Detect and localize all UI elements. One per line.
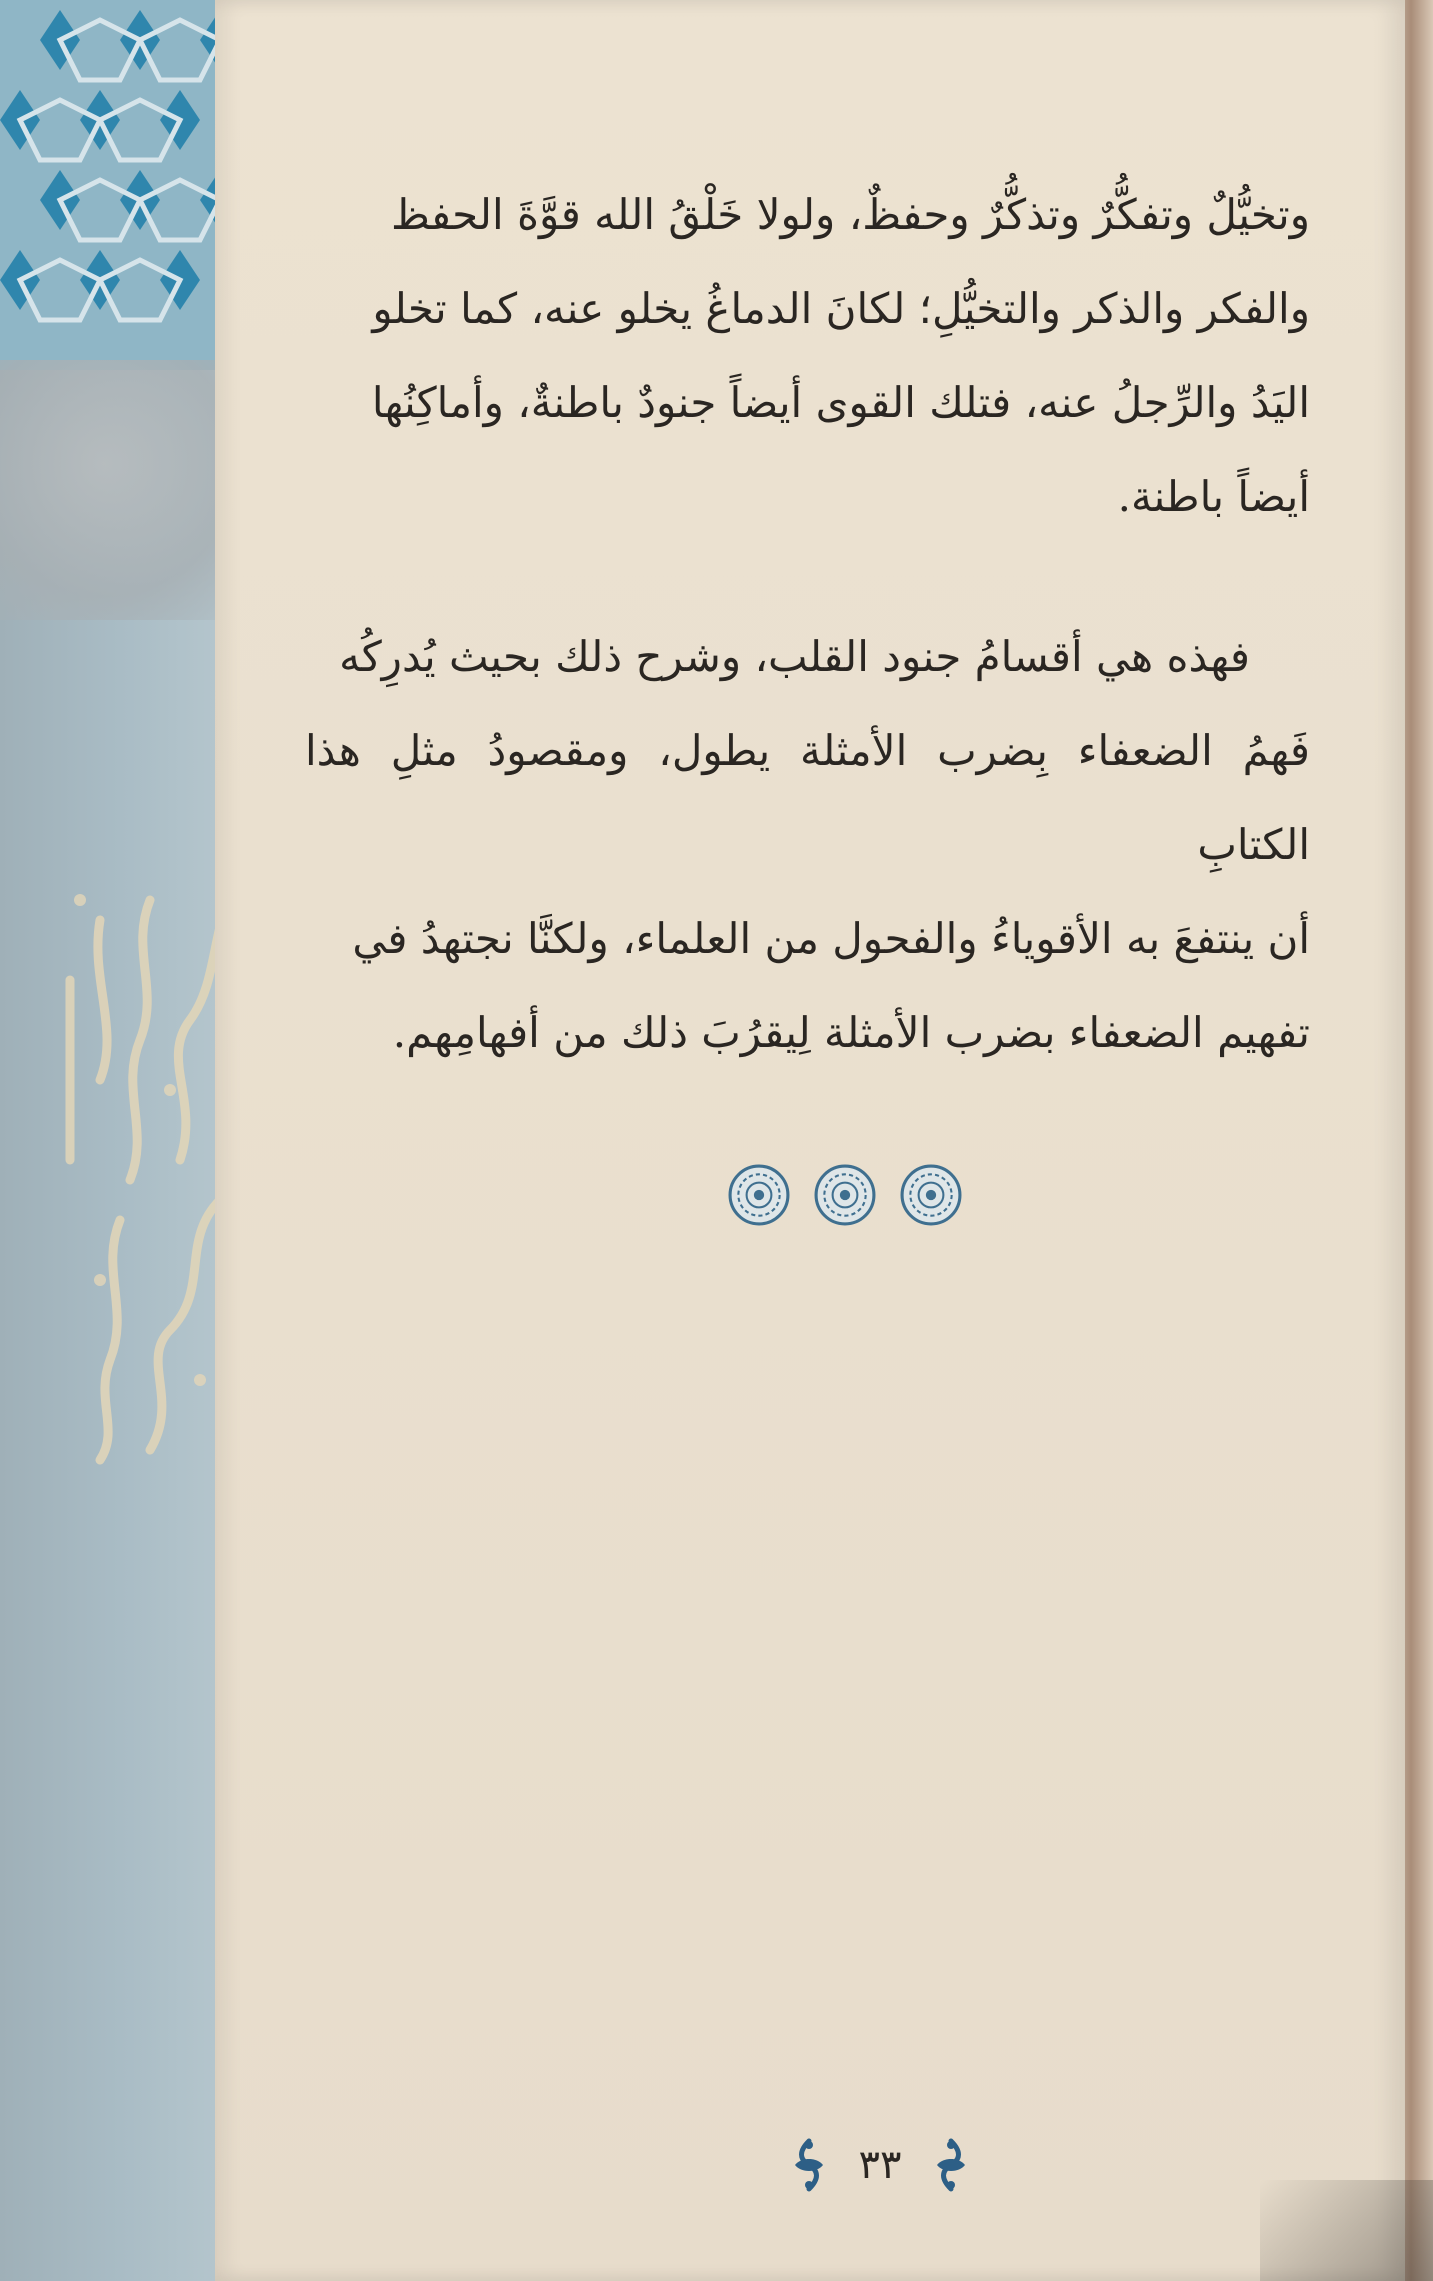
rosette-icon — [728, 1164, 790, 1226]
text-line: تفهيم الضعفاء بضرب الأمثلة لِيقرُبَ ذلك من أفهامِهم. — [392, 1008, 1310, 1057]
paragraph-1 — [305, 168, 1310, 544]
page-footer — [770, 2125, 990, 2205]
section-divider — [725, 1155, 965, 1235]
text-line: أن ينتفعَ به الأقوياءُ والفحول من العلماء، ولكنَّا نجتهدُ في — [352, 914, 1310, 963]
fleuron-right-icon — [927, 2137, 975, 2193]
page-number: ٣٣ — [858, 2142, 902, 2188]
rosette-icon — [814, 1164, 876, 1226]
book-page — [215, 0, 1405, 2281]
fleuron-left-icon — [785, 2137, 833, 2193]
paragraph-2 — [305, 610, 1310, 1080]
text-line: فَهمُ الضعفاء بِضرب الأمثلة يطول، ومقصودُ مثلِ هذا الكتابِ — [305, 726, 1310, 869]
corner-shadow — [1260, 2180, 1433, 2281]
text-line: اليَدُ والرِّجلُ عنه، فتلك القوى أيضاً جنودٌ باطنةٌ، وأماكِنُها — [371, 378, 1310, 427]
text-line: فهذه هي أقسامُ جنود القلب، وشرح ذلك بحيث يُدرِكُه — [339, 632, 1250, 681]
text-line: أيضاً باطنة. — [1117, 472, 1310, 521]
text-line: والفكر والذكر والتخيُّلِ؛ لكانَ الدماغُ يخلو عنه، كما تخلو — [372, 284, 1310, 333]
text-line: وتخيُّلٌ وتفكُّرٌ وتذكُّرٌ وحفظٌ، ولولا خَلْقُ الله قوَّةَ الحفظ — [390, 190, 1310, 239]
geometric-pattern-icon — [0, 0, 240, 370]
rosette-icon — [900, 1164, 962, 1226]
